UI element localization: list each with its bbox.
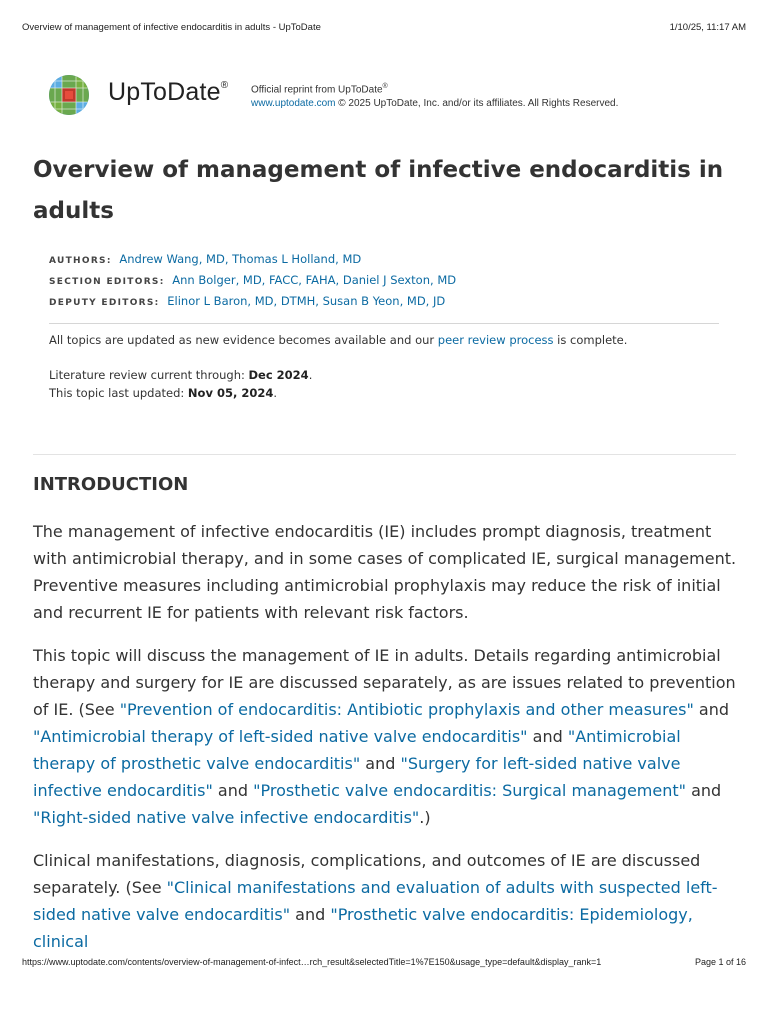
section-editors-label: SECTION EDITORS: bbox=[49, 277, 165, 287]
print-datetime: 1/10/25, 11:17 AM bbox=[669, 22, 746, 33]
reprint-notice: Official reprint from UpToDate® www.uptodate.com © 2025 UpToDate, Inc. and/or its affiliates. All Rights Reserved. bbox=[251, 83, 619, 110]
print-doc-title: Overview of management of infective endocarditis in adults - UpToDate bbox=[22, 22, 321, 33]
link-prosthetic-surgical[interactable]: "Prosthetic valve endocarditis: Surgical management" bbox=[253, 781, 686, 800]
brand-header bbox=[48, 72, 728, 120]
section-divider bbox=[33, 454, 736, 455]
authors-row bbox=[49, 250, 456, 271]
brand-name: UpToDate® bbox=[108, 78, 229, 106]
section-heading: INTRODUCTION bbox=[33, 474, 189, 495]
print-header bbox=[22, 22, 746, 36]
paragraph-2: This topic will discuss the management of IE in adults. Details regarding antimicrobial therapy and surgery for IE are discussed separately, as are issues related to prevention of IE. (See "Prevention of endocarditis: Antibiotic prophylaxis and other measures" and "Antimicrobial therapy of left-sided native valve endocarditis" and "Antimicrobial therapy of prosthetic valve endocarditis" and "Surgery for left-sided native valve infective endocarditis" and "Prosthetic valve endocarditis: Surgical management" and "Right-sided native valve infective endocarditis".) bbox=[33, 646, 736, 827]
paragraph-1: The management of infective endocarditis (IE) includes prompt diagnosis, treatment with antimicrobial therapy, and in some cases of complicated IE, surgical management. Preventive measures including antimicrobial prophylaxis may reduce the risk of initial and recurrent IE for patients with relevant risk factors. bbox=[33, 522, 737, 622]
deputy-editors-row bbox=[49, 292, 456, 313]
peer-review-link[interactable]: peer review process bbox=[437, 333, 554, 347]
divider bbox=[49, 323, 719, 324]
section-editors-link[interactable]: Ann Bolger, MD, FACC, FAHA, Daniel J Sexton, MD bbox=[172, 273, 457, 287]
section-editors-row bbox=[49, 271, 456, 292]
page-number: Page 1 of 16 bbox=[694, 957, 746, 967]
link-prevention-endocarditis[interactable]: "Prevention of endocarditis: Antibiotic prophylaxis and other measures" bbox=[119, 700, 694, 719]
link-clinical-manifestations[interactable]: "Clinical manifestations and evaluation of adults with suspected left-sided native valve endocarditis" bbox=[33, 878, 718, 924]
review-notice: All topics are updated as new evidence becomes available and our peer review process is complete. bbox=[49, 333, 628, 347]
page-title: Overview of management of infective endocarditis in adults bbox=[33, 157, 724, 224]
article-credits bbox=[49, 250, 456, 313]
link-right-sided[interactable]: "Right-sided native valve infective endocarditis" bbox=[33, 808, 420, 827]
print-url: https://www.uptodate.com/contents/overview-of-management-of-infect…rch_result&selectedTitle=1%7E150&usage_type=default&display_rank=1 bbox=[22, 957, 602, 967]
link-prosthetic-epidemiology[interactable]: "Prosthetic valve endocarditis: Epidemiology, clinical bbox=[33, 905, 693, 951]
paragraph-3: Clinical manifestations, diagnosis, complications, and outcomes of IE are discussed separately. (See "Clinical manifestations and evaluation of adults with suspected left-sided native valve endocarditis" and "Prosthetic valve endocarditis: Epidemiology, clinical bbox=[33, 851, 718, 951]
review-dates bbox=[49, 366, 312, 402]
link-antimicrobial-prosthetic[interactable]: "Antimicrobial therapy of prosthetic valve endocarditis" bbox=[33, 727, 681, 773]
link-surgery-native[interactable]: "Surgery for left-sided native valve infective endocarditis" bbox=[33, 754, 681, 800]
copyright-text: © 2025 UpToDate, Inc. and/or its affiliates. All Rights Reserved. bbox=[335, 98, 619, 110]
last-updated-row: This topic last updated: Nov 05, 2024. bbox=[49, 386, 277, 400]
authors-link[interactable]: Andrew Wang, MD, Thomas L Holland, MD bbox=[119, 252, 362, 266]
lit-review-row: Literature review current through: Dec 2024. bbox=[49, 368, 313, 382]
authors-label: AUTHORS: bbox=[49, 256, 112, 266]
uptodate-link[interactable]: www.uptodate.com bbox=[251, 98, 336, 110]
uptodate-logo-icon bbox=[48, 74, 90, 116]
print-footer bbox=[22, 957, 746, 971]
deputy-editors-link[interactable]: Elinor L Baron, MD, DTMH, Susan B Yeon, MD, JD bbox=[167, 294, 446, 308]
article-body bbox=[33, 518, 738, 971]
link-antimicrobial-native[interactable]: "Antimicrobial therapy of left-sided native valve endocarditis" bbox=[33, 727, 528, 746]
deputy-editors-label: DEPUTY EDITORS: bbox=[49, 298, 160, 308]
